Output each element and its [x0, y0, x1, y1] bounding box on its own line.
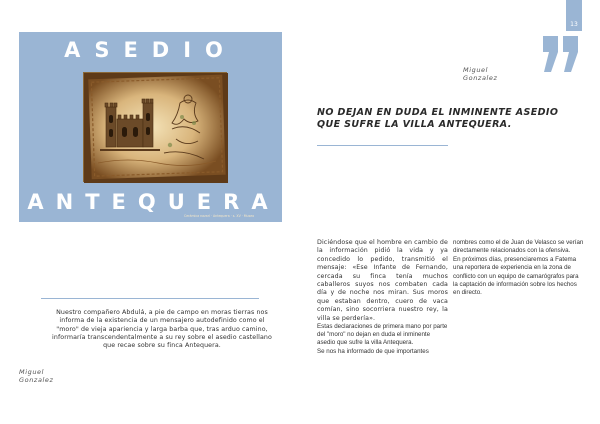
photo-caption: Cerámica nazarí · Antequera · s. XV · Museo	[184, 214, 255, 218]
page-number: 13	[570, 21, 578, 28]
body-column-2	[453, 239, 585, 298]
pull-quote: NO DEJAN EN DUDA EL INMINENTE ASEDIO QUE SUFRE LA VILLA ANTEQUERA.	[317, 107, 559, 130]
divider-right	[317, 145, 448, 146]
headline-asedio: ASEDIO	[64, 38, 237, 62]
body-column-1	[317, 239, 448, 356]
byline-first-name: Miguel	[19, 368, 45, 376]
intro-paragraph: Nuestro compañero Abdulá, a pie de campo en moras tierras nos informa de la existencia de un mensajero autodefinido como el "moro" de vieja apariencia y larga barba que, tras arduo camino, informaría transcendentalmente a su rey sobre el asedio castellano que recae sobre su finca Antequera.	[52, 309, 272, 350]
body-paragraph: Estas declaraciones de primera mano por parte del "moro" no dejan en duda el inminente asedio que sufre la villa Antequera.	[317, 323, 448, 347]
body-paragraph: Se nos ha informado de que importantes	[317, 347, 429, 355]
byline-first-name: Miguel	[463, 66, 489, 74]
headline-antequera: ANTEQUERA	[27, 190, 280, 214]
body-paragraph: En próximos días, presenciaremos a Fatema una reportera de experiencia en la zona de conflicto con un equipo de camarógrafos para la captación de información sobre los hechos en directo.	[453, 255, 579, 297]
hero-banner	[19, 32, 282, 222]
byline-right	[463, 66, 498, 82]
divider-left	[41, 298, 259, 299]
article-photo	[83, 72, 255, 218]
byline-last-name: Gonzalez	[463, 74, 498, 82]
quote-icon	[540, 36, 582, 74]
body-paragraph: Diciéndose que el hombre en cambio de la información pidió la vida y ya concedido lo pedido, transmitió el mensaje: «Ese Infante de Fernando, cercada su finca tenía muchos caballeros suyos nos combaten cada día y de noche nos miran. Sus moros que estaban dentro, cuero de vaca comían, sino socorriera nuestro rey, la villa se perdería».	[317, 239, 448, 322]
ceramic-tile-illustration	[84, 73, 228, 183]
page-number-tab	[566, 0, 582, 31]
byline-last-name: Gonzalez	[19, 376, 54, 384]
body-paragraph: nombres como el de Juan de Velasco se verían directamente relacionados con la ofensiva.	[453, 239, 584, 255]
byline-left	[19, 368, 54, 384]
